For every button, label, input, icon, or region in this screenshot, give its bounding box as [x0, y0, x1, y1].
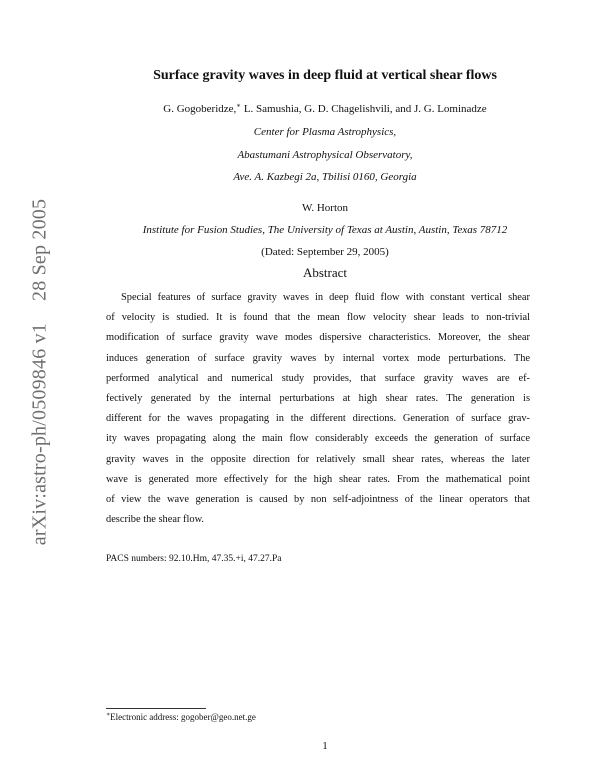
affiliation-1-line-2: Abastumani Astrophysical Observatory, [237, 149, 413, 161]
footnote-divider [106, 708, 206, 709]
abstract-line: Special features of surface gravity waves in deep fluid flow with constant vertical shear [121, 292, 530, 303]
first-author: G. Gogoberidze, [163, 103, 237, 115]
paper-title: Surface gravity waves in deep fluid at vertical shear flows [153, 68, 497, 83]
abstract-heading: Abstract [302, 265, 348, 280]
footnote [106, 712, 256, 722]
abstract-line: of velocity is studied. It is found that the mean flow velocity shear leads to non-trivial [106, 312, 530, 324]
abstract-line: ity waves propagating along the main flow considerably exceeds the generation of surface [106, 433, 530, 445]
arxiv-id: arXiv:astro-ph/0509846 v1 [28, 323, 51, 546]
abstract-line: different for the waves propagating in the different directions. Generation of surface grav- [106, 413, 530, 425]
footnote-email[interactable]: Electronic address: gogober@geo.net.ge [110, 712, 256, 722]
arxiv-stamp [29, 199, 52, 545]
other-authors: L. Samushia, G. D. Chagelishvili, and J. G. Lominadze [241, 103, 487, 115]
affiliation-1-line-3: Ave. A. Kazbegi 2a, Tbilisi 0160, Georgia [233, 171, 417, 183]
arxiv-date: 28 Sep 2005 [28, 198, 51, 302]
affiliation-1-line-1: Center for Plasma Astrophysics, [253, 126, 397, 138]
abstract-line: induces generation of surface gravity waves by internal vortex mode perturbations. The [106, 352, 530, 364]
abstract-line: modification of surface gravity wave modes dispersive characteristics. Moreover, the shear [106, 332, 530, 344]
footnote-mark: ∗ [106, 712, 111, 718]
dated-line: (Dated: September 29, 2005) [261, 246, 389, 258]
abstract-line: performed analytical and numerical study provides, that surface gravity waves are ef- [106, 372, 530, 384]
pacs-numbers: PACS numbers: 92.10.Hm, 47.35.+i, 47.27.Pa [106, 554, 282, 564]
abstract-line: of view the wave generation is caused by non self-adjointness of the linear operators that [106, 494, 530, 506]
author-footnote-mark[interactable]: ∗ [236, 101, 242, 110]
abstract-body [106, 288, 530, 530]
second-author: W. Horton [301, 202, 349, 214]
abstract-line: fectively generated by the internal perturbations at high shear rates. The generation is [106, 393, 530, 405]
affiliation-2: Institute for Fusion Studies, The University of Texas at Austin, Austin, Texas 78712 [142, 224, 508, 236]
page-number: 1 [322, 740, 328, 752]
abstract-line: describe the shear flow. [106, 514, 204, 526]
abstract-line: wave is generated more effectively for the high shear rates. From the mathematical point [106, 473, 530, 485]
author-list [80, 103, 570, 115]
abstract-line: gravity waves in the opposite direction for relatively small shear rates, whereas the later [106, 453, 530, 465]
